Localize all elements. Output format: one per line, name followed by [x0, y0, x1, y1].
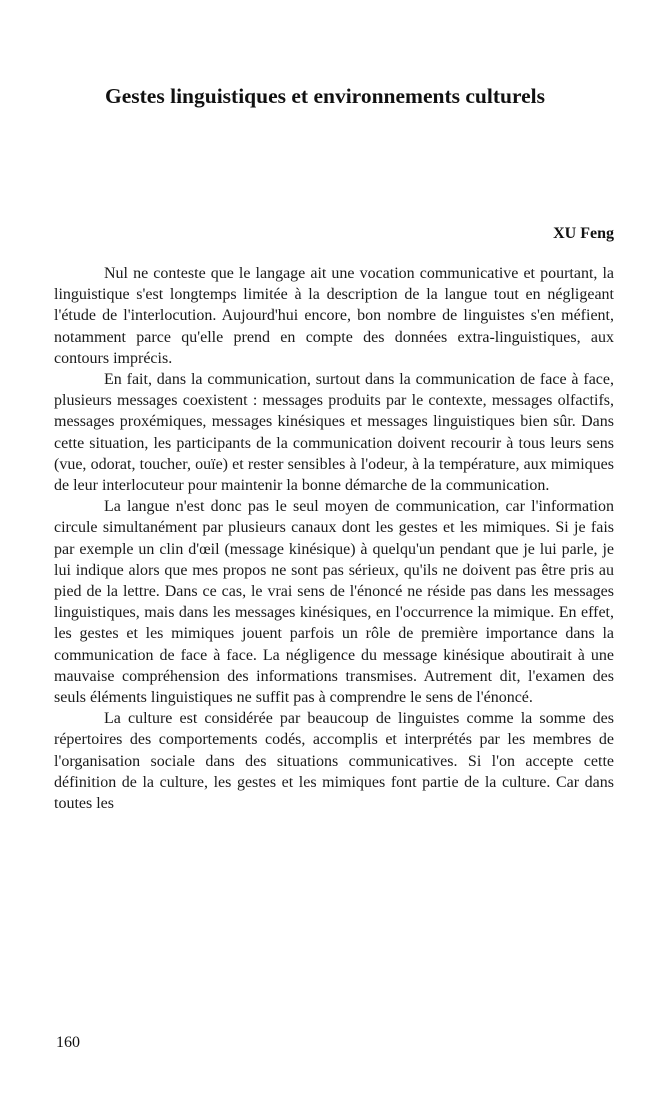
paragraph-2: En fait, dans la communication, surtout dans la communication de face à face, plusieurs messages coexistent : messages produits par le contexte, messages olfactifs, messages proxémiques, messages kinésiques et messages linguistiques bien sûr. Dans cette situation, les participants de la communication doivent recourir à tous leurs sens (vue, odorat, toucher, ouïe) et rester sensibles à l'odeur, à la température, aux mimiques de leur interlocuteur pour maintenir la bonne démarche de la communication.: [54, 371, 614, 495]
article-body: [54, 263, 614, 814]
paragraph-4: La culture est considérée par beaucoup de linguistes comme la somme des répertoires des comportements codés, accomplis et interprétés par les membres de l'organisation sociale dans des situations communicatives. Si l'on accepte cette définition de la culture, les gestes et les mimiques font partie de la culture. Car dans toutes les: [54, 710, 614, 813]
article-title: Gestes linguistiques et environnements culturels: [105, 84, 545, 108]
paragraph-1: Nul ne conteste que le langage ait une vocation communicative et pourtant, la linguistique s'est longtemps limitée à la description de la langue tout en négligeant l'étude de l'interlocution. Aujourd'hui encore, bon nombre de linguistes s'en méfient, notamment parce qu'elle prend en compte des données extra-linguistiques, aux contours imprécis.: [54, 265, 614, 367]
paragraph-3: La langue n'est donc pas le seul moyen de communication, car l'information circule simultanément par plusieurs canaux dont les gestes et les mimiques. Si je fais par exemple un clin d'œil (message kinésique) à quelqu'un pendant que je lui parle, je lui indique alors que mes propos ne sont pas sérieux, qu'ils ne doivent pas être pris au pied de la lettre. Dans ce cas, le vrai sens de l'énoncé ne réside pas dans les messages linguistiques, mais dans les messages kinésiques, en l'occurrence la mimique. En effet, les gestes et les mimiques jouent parfois un rôle de première importance dans la communication de face à face. La négligence du message kinésique aboutirait à une mauvaise compréhension des informations transmises. Autrement dit, l'examen des seuls éléments linguistiques ne suffit pas à comprendre le sens de l'énoncé.: [54, 498, 614, 707]
author-name: XU Feng: [553, 225, 614, 242]
page-number: 160: [56, 1034, 80, 1051]
